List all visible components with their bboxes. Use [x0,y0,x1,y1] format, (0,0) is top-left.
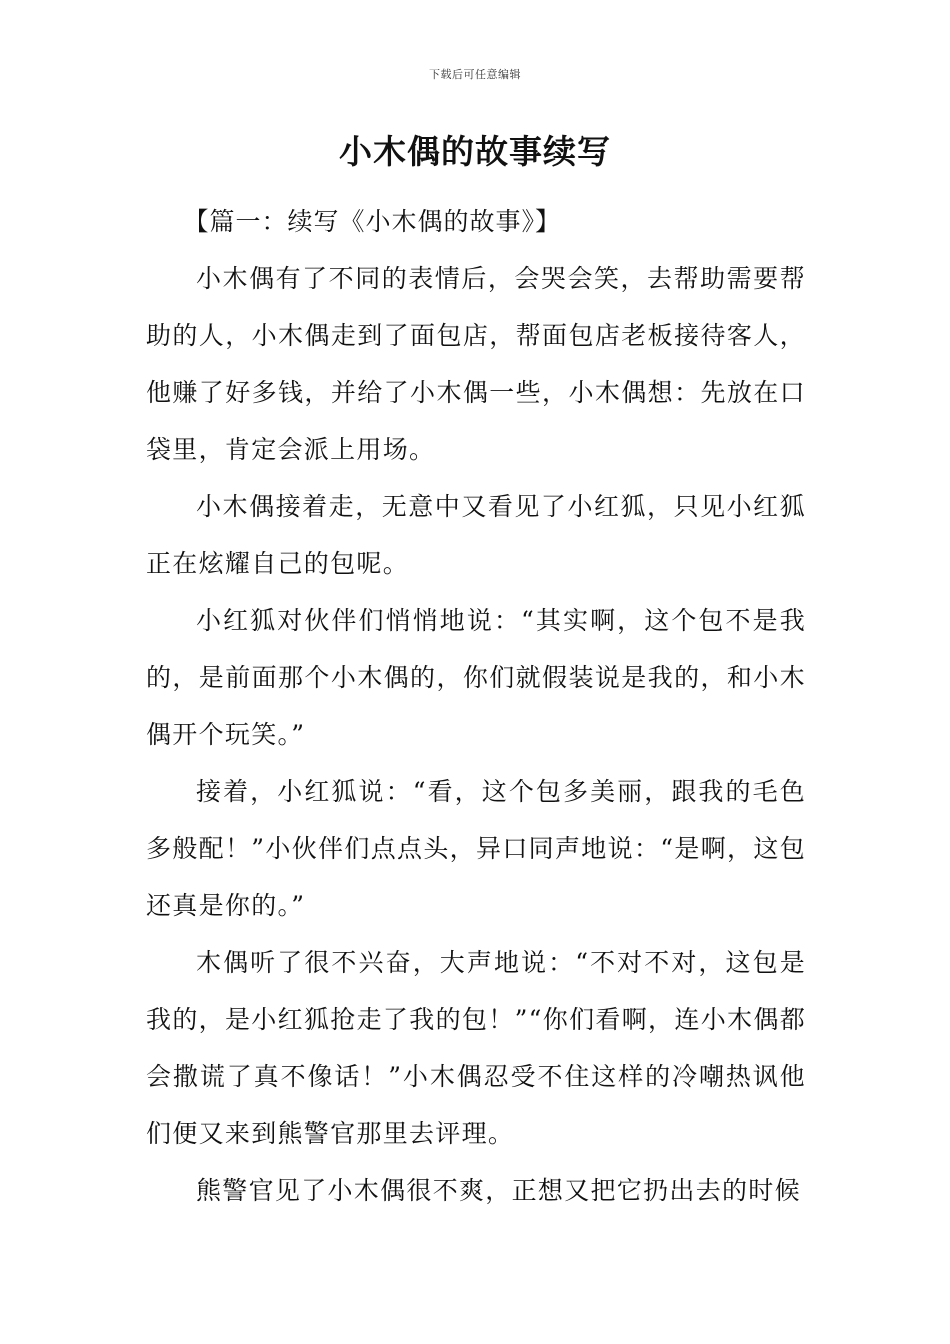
document-title: 小木偶的故事续写 [339,132,611,171]
paragraph-5: 木偶听了很不兴奋，大声地说：“不对不对，这包是我的，是小红狐抢走了我的包！”“你们看啊，连小木偶都会撒谎了真不像话！”小木偶忍受不住这样的冷嘲热讽他们便又来到熊警官那里去评理。 [146,948,806,1148]
section-heading: 【篇一：续写《小木偶的故事》】 [183,207,562,236]
paragraph-4: 接着，小红狐说：“看，这个包多美丽，跟我的毛色多般配！”小伙伴们点点头，异口同声地说：“是啊，这包还真是你的。” [146,777,806,920]
paragraph-1: 小木偶有了不同的表情后，会哭会笑，去帮助需要帮助的人，小木偶走到了面包店，帮面包店老板接待客人，他赚了好多钱，并给了小木偶一些，小木偶想：先放在口袋里，肯定会派上用场。 [146,264,806,464]
paragraph-2: 小木偶接着走，无意中又看见了小红狐，只见小红狐正在炫耀自己的包呢。 [146,492,806,578]
document-body [146,193,806,1219]
paragraph-6: 熊警官见了小木偶很不爽，正想又把它扔出去的时候 [196,1176,801,1205]
paragraph-3: 小红狐对伙伴们悄悄地说：“其实啊，这个包不是我的，是前面那个小木偶的，你们就假装说是我的，和小木偶开个玩笑。” [146,606,806,749]
header-note: 下载后可任意编辑 [429,68,521,81]
